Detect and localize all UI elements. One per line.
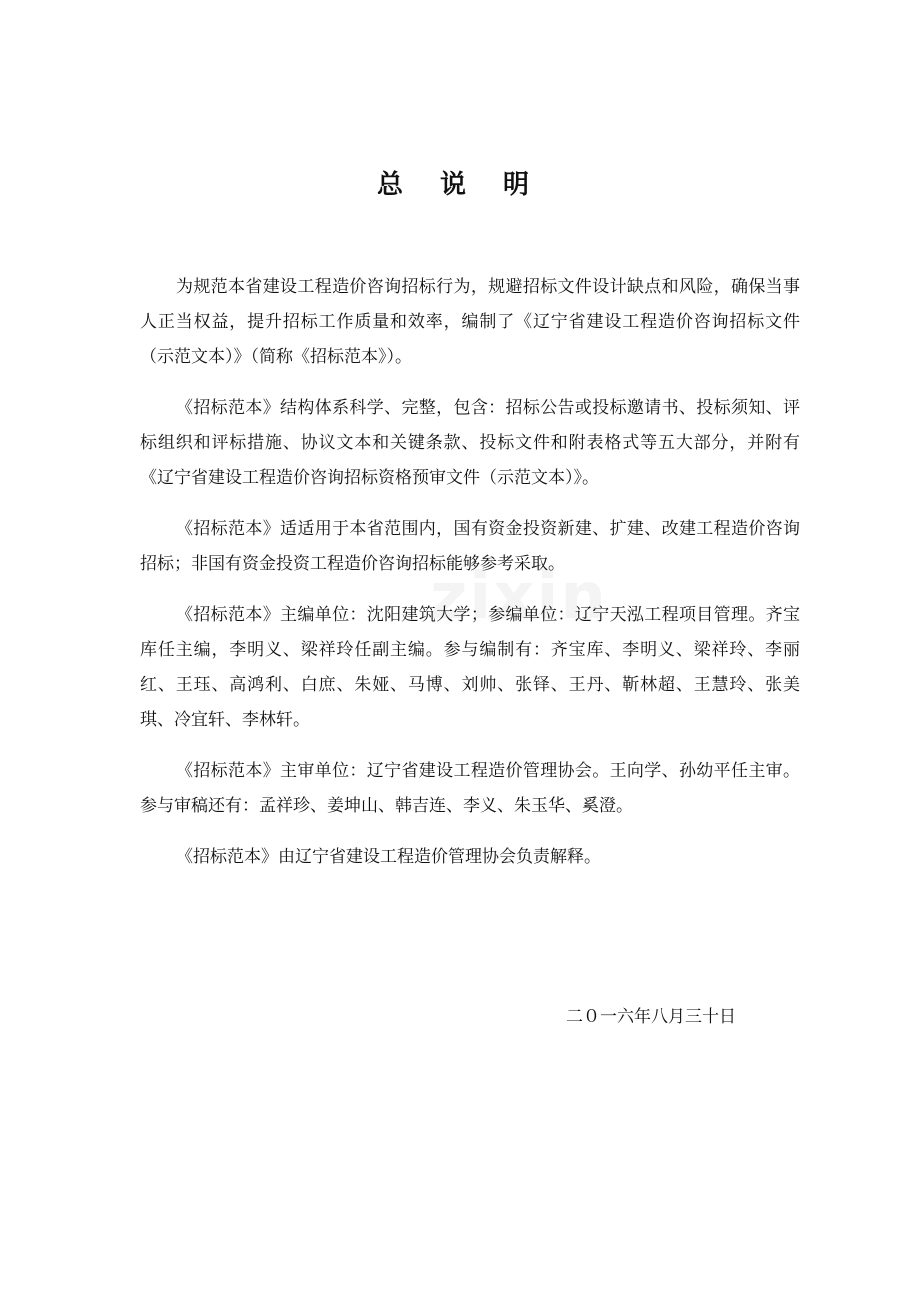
paragraph-scope: 《招标范本》适适用于本省范围内，国有资金投资新建、扩建、改建工程造价咨询招标；非国有资金投资工程造价咨询招标能够参考采取。 <box>140 519 800 574</box>
document-body <box>140 270 800 891</box>
paragraph-reviewers: 《招标范本》主审单位：辽宁省建设工程造价管理协会。王向学、孙幼平任主审。参与审稿还有：孟祥珍、姜坤山、韩吉连、李义、朱玉华、奚澄。 <box>140 761 800 816</box>
document-date: 二０一六年八月三十日 <box>566 1007 736 1027</box>
paragraph-purpose: 为规范本省建设工程造价咨询招标行为，规避招标文件设计缺点和风险，确保当事人正当权益，提升招标工作质量和效率，编制了《辽宁省建设工程造价咨询招标文件（示范文本）》（简称《招标范本》）。 <box>140 277 800 367</box>
paragraph-structure: 《招标范本》结构体系科学、完整，包含：招标公告或投标邀请书、投标须知、评标组织和评标措施、协议文本和关键条款、投标文件和附表格式等五大部分，并附有《辽宁省建设工程造价咨询招标资格预审文件（示范文本）》。 <box>140 398 800 488</box>
document-title: 总 说 明 <box>376 170 544 200</box>
paragraph-editors: 《招标范本》主编单位：沈阳建筑大学；参编单位：辽宁天泓工程项目管理。齐宝库任主编，李明义、梁祥玲任副主编。参与编制有：齐宝库、李明义、梁祥玲、李丽红、王珏、高鸿利、白庶、朱娅、马博、刘帅、张铎、王丹、靳林超、王慧玲、张美琪、冷宜轩、李林轩。 <box>140 605 800 730</box>
paragraph-interpretation: 《招标范本》由辽宁省建设工程造价管理协会负责解释。 <box>176 847 601 867</box>
